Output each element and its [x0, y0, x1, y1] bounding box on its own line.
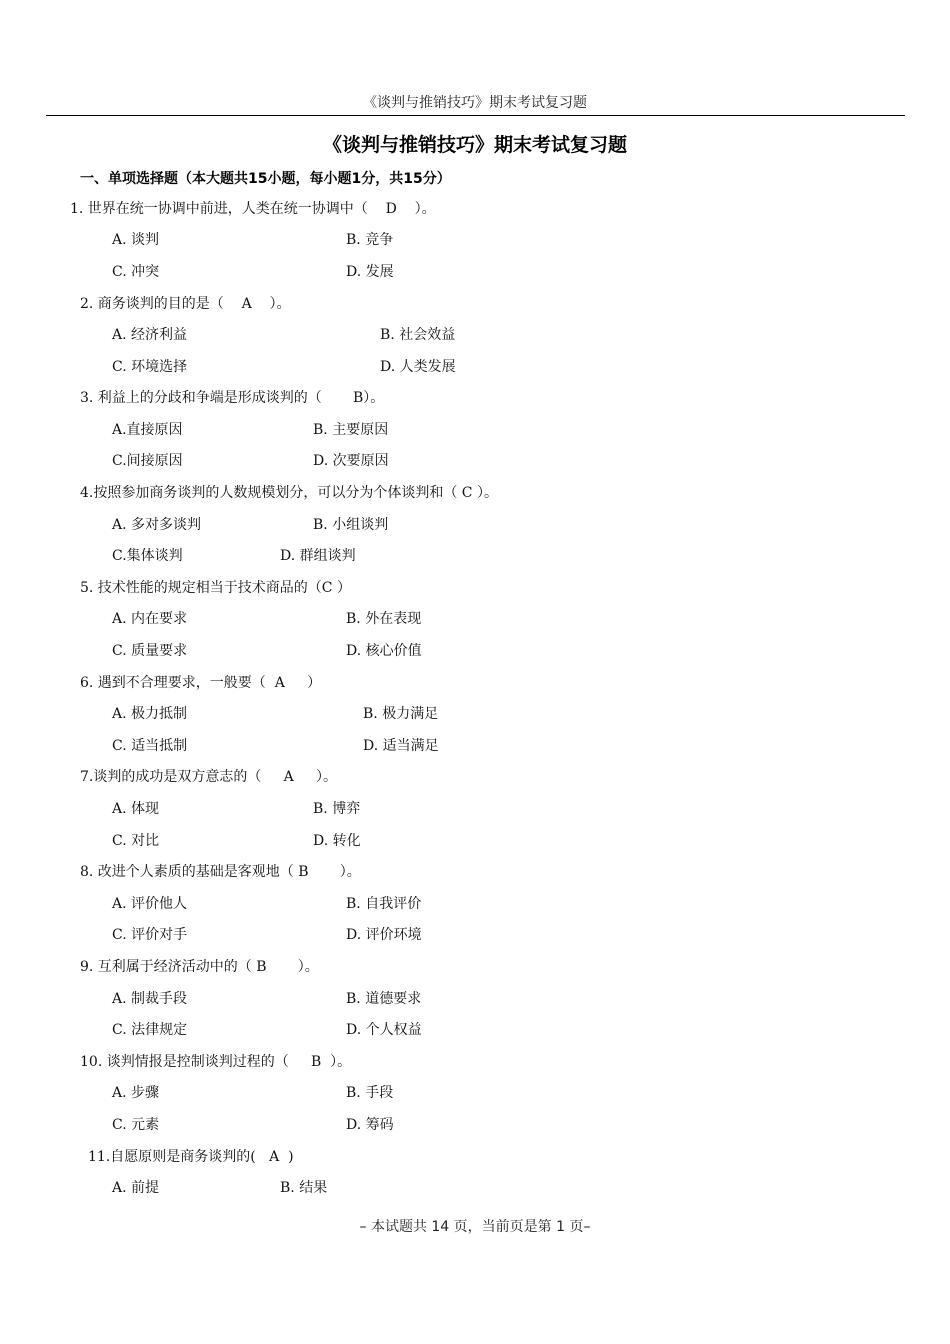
- option-3d: D. 次要原因: [313, 453, 389, 469]
- question-6: 6. 遇到不合理要求，一般要（ A ）: [80, 675, 322, 691]
- option-6b: B. 极力满足: [363, 706, 439, 722]
- question-9: 9. 互利属于经济活动中的（ B ）。: [80, 959, 319, 975]
- option-7d: D. 转化: [313, 833, 361, 849]
- option-2b: B. 社会效益: [380, 327, 456, 343]
- option-3b: B. 主要原因: [313, 422, 389, 438]
- option-5c: C. 质量要求: [112, 643, 188, 659]
- page-header: 《谈判与推销技巧》期末考试复习题: [363, 95, 587, 111]
- option-5a: A. 内在要求: [112, 611, 188, 627]
- option-11b: B. 结果: [280, 1180, 328, 1196]
- option-1c: C. 冲突: [112, 264, 160, 280]
- option-2a: A. 经济利益: [112, 327, 188, 343]
- option-10a: A. 步骤: [112, 1085, 160, 1101]
- option-6a: A. 极力抵制: [112, 706, 188, 722]
- option-8c: C. 评价对手: [112, 927, 188, 943]
- option-7c: C. 对比: [112, 833, 160, 849]
- document-title: 《谈判与推销技巧》期末考试复习题: [322, 134, 627, 156]
- option-5b: B. 外在表现: [346, 611, 422, 627]
- option-9a: A. 制裁手段: [112, 991, 188, 1007]
- question-3: 3. 利益上的分歧和争端是形成谈判的（ B）。: [80, 390, 385, 406]
- option-8a: A. 评价他人: [112, 896, 188, 912]
- question-8: 8. 改进个人素质的基础是客观地（ B ）。: [80, 864, 361, 880]
- question-4: 4.按照参加商务谈判的人数规模划分，可以分为个体谈判和（ C ）。: [80, 485, 498, 501]
- option-2c: C. 环境选择: [112, 359, 188, 375]
- header-divider: [46, 115, 905, 116]
- option-6c: C. 适当抵制: [112, 738, 188, 754]
- question-1: 1. 世界在统一协调中前进，人类在统一协调中（ D ）。: [70, 201, 436, 217]
- option-3c: C.间接原因: [112, 453, 183, 469]
- option-10b: B. 手段: [346, 1085, 394, 1101]
- question-10: 10. 谈判情报是控制谈判过程的（ B ）。: [80, 1054, 352, 1070]
- question-5: 5. 技术性能的规定相当于技术商品的（C ）: [80, 580, 351, 596]
- option-3a: A.直接原因: [112, 422, 183, 438]
- question-2: 2. 商务谈判的目的是（ A ）。: [80, 296, 291, 312]
- option-2d: D. 人类发展: [380, 359, 456, 375]
- option-4d: D. 群组谈判: [280, 548, 356, 564]
- option-11a: A. 前提: [112, 1180, 160, 1196]
- option-5d: D. 核心价值: [346, 643, 422, 659]
- option-7b: B. 博弈: [313, 801, 361, 817]
- option-9b: B. 道德要求: [346, 991, 422, 1007]
- option-1d: D. 发展: [346, 264, 394, 280]
- option-1b: B. 竞争: [346, 232, 394, 248]
- option-9d: D. 个人权益: [346, 1022, 422, 1038]
- option-9c: C. 法律规定: [112, 1022, 188, 1038]
- question-11: 11.自愿原则是商务谈判的( A ): [88, 1149, 294, 1165]
- option-6d: D. 适当满足: [363, 738, 439, 754]
- option-4c: C.集体谈判: [112, 548, 183, 564]
- question-7: 7.谈判的成功是双方意志的（ A ）。: [80, 769, 337, 785]
- option-4a: A. 多对多谈判: [112, 517, 202, 533]
- section-heading: 一、单项选择题（本大题共15小题，每小题1分，共15分）: [80, 171, 451, 187]
- option-1a: A. 谈判: [112, 232, 160, 248]
- option-4b: B. 小组谈判: [313, 517, 389, 533]
- option-8b: B. 自我评价: [346, 896, 422, 912]
- option-8d: D. 评价环境: [346, 927, 422, 943]
- option-7a: A. 体现: [112, 801, 160, 817]
- option-10d: D. 筹码: [346, 1117, 394, 1133]
- option-10c: C. 元素: [112, 1117, 160, 1133]
- page-footer: – 本试题共 14 页，当前页是第 1 页–: [359, 1219, 591, 1235]
